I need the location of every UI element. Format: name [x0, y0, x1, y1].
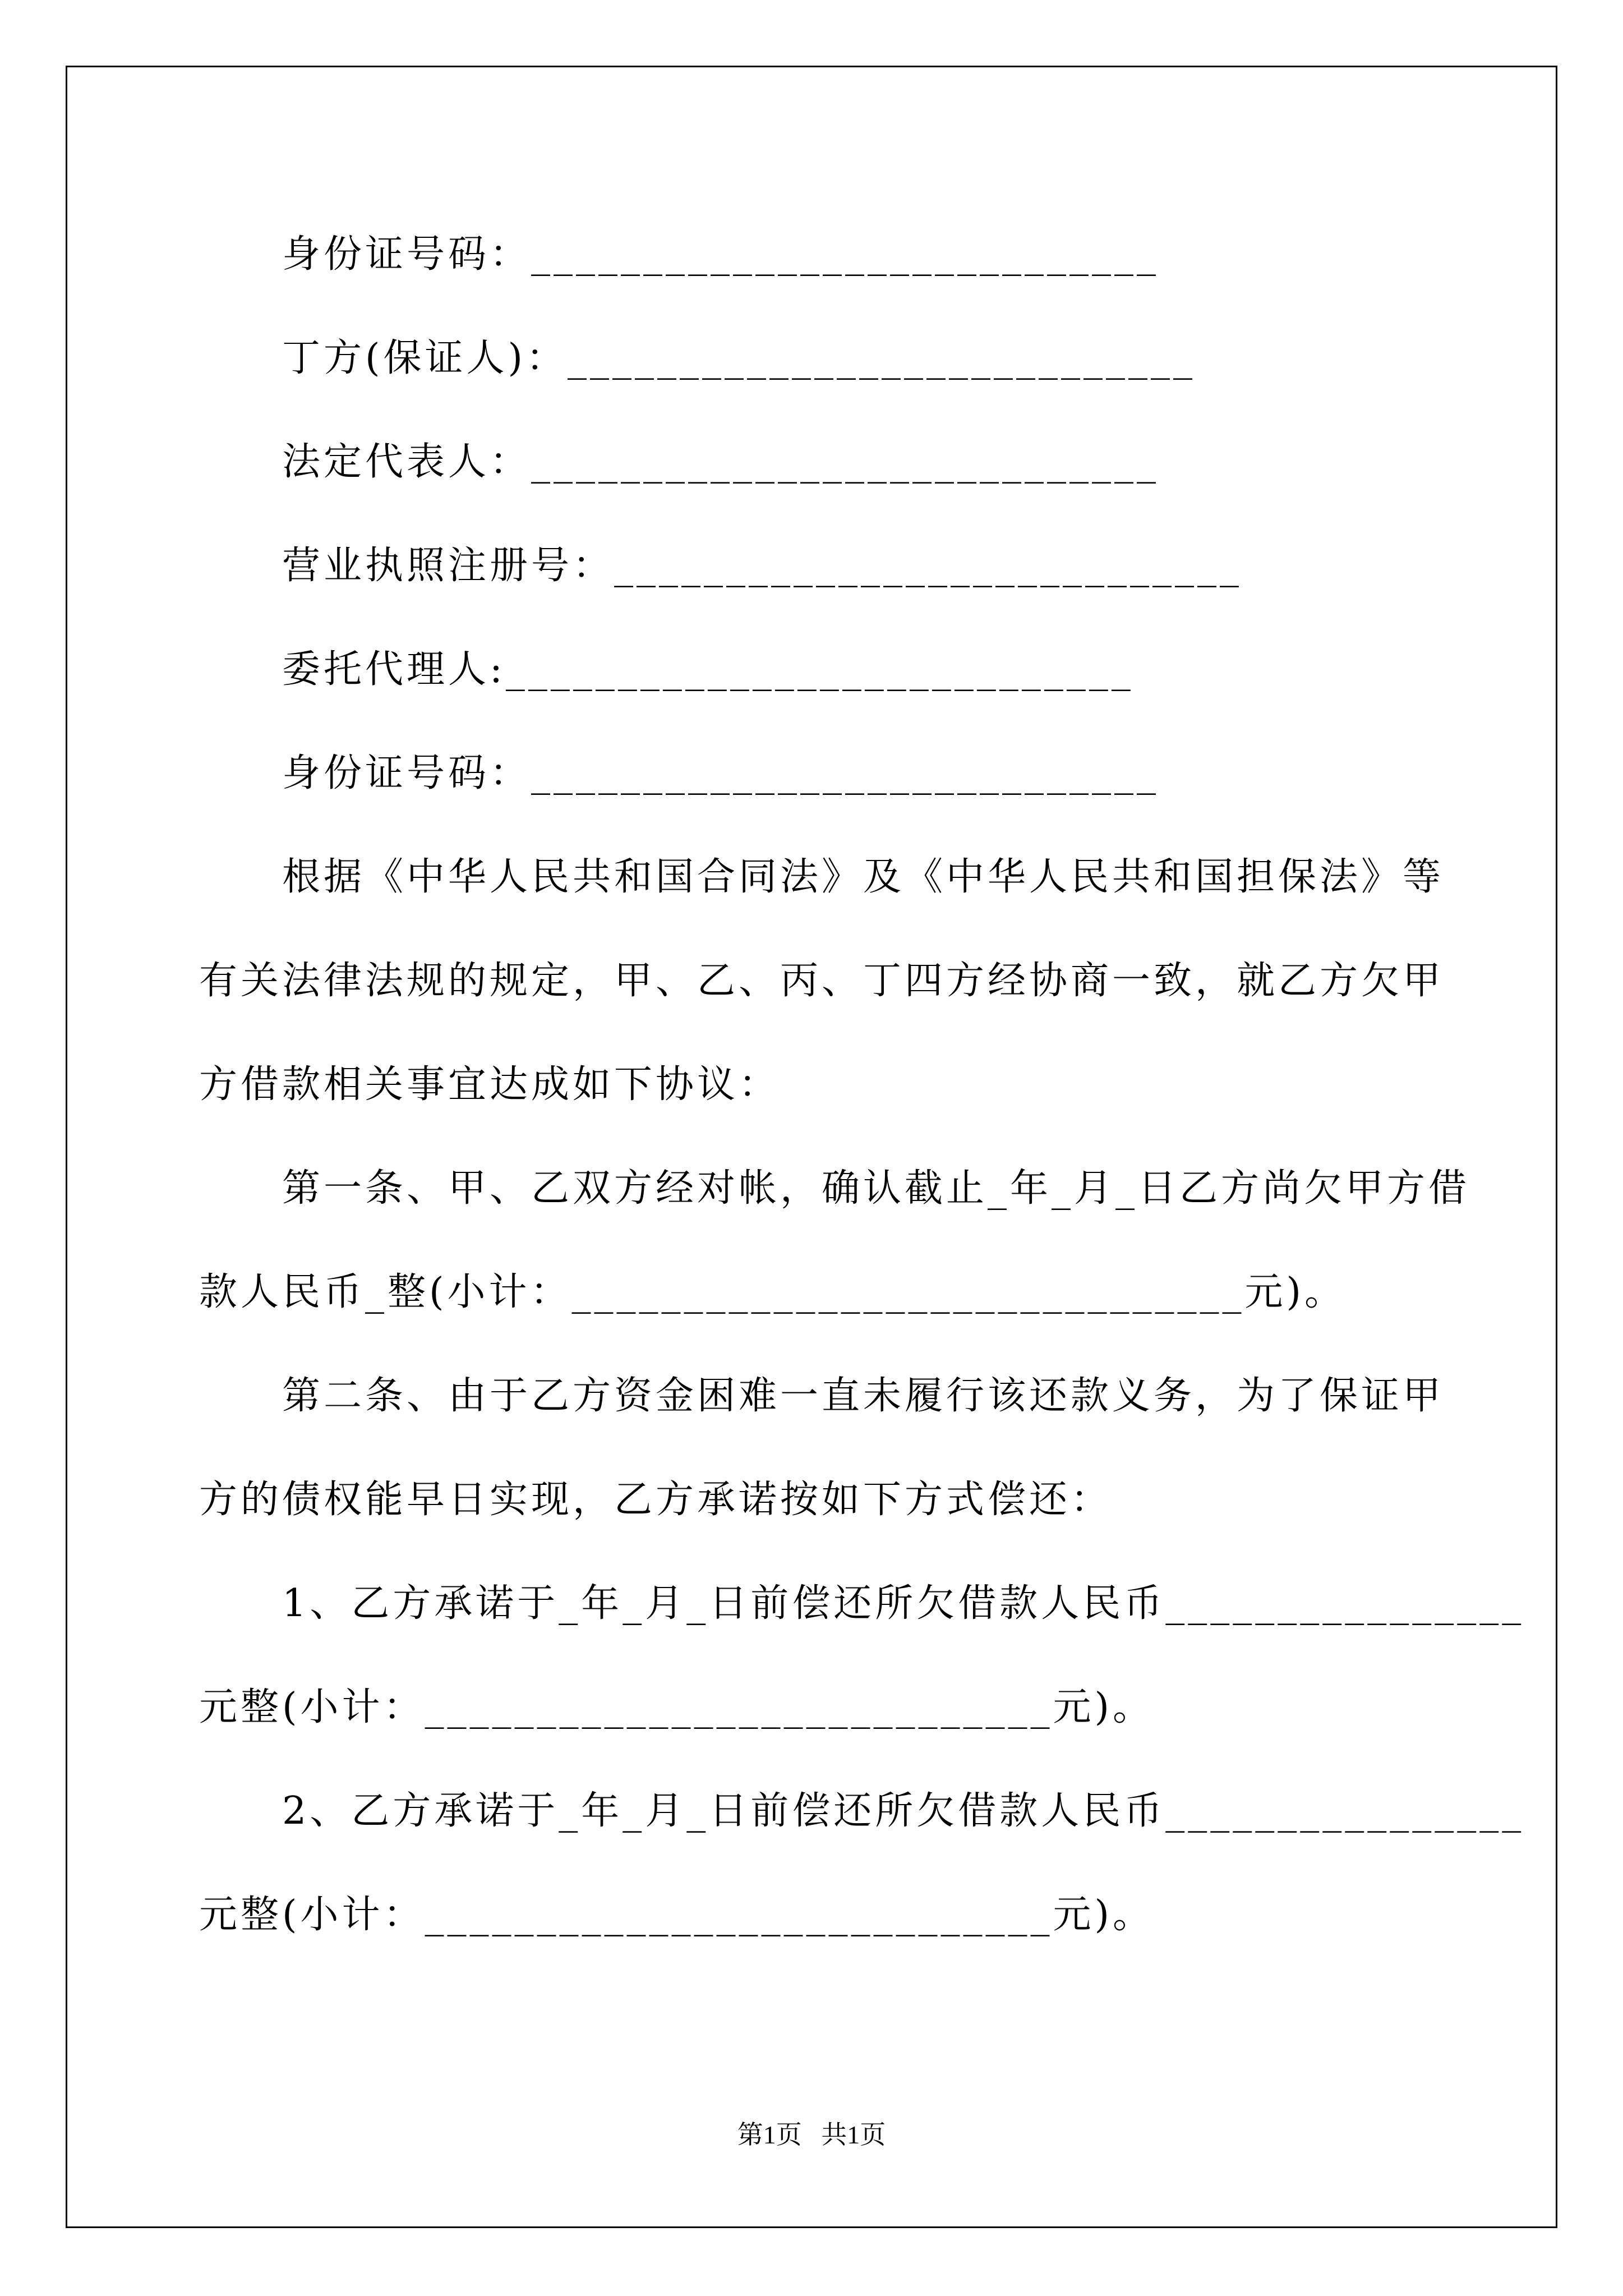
preamble-line-1: 根据《中华人民共和国合同法》及《中华人民共和国担保法》等 — [282, 855, 1445, 899]
party-d-guarantor-line: 丁方(保证人)：____________________________ — [282, 336, 1196, 380]
item-1-line-2: 元整(小计：____________________________元)。 — [199, 1685, 1155, 1729]
page-footer: 第1页 共1页 — [737, 2120, 886, 2149]
preamble-line-2: 有关法律法规的规定，甲、乙、丙、丁四方经协商一致，就乙方欠甲 — [199, 959, 1445, 1003]
item-2-line-1: 2、乙方承诺于_年_月_日前偿还所欠借款人民币________________ — [282, 1789, 1525, 1833]
legal-representative-line: 法定代表人：____________________________ — [282, 440, 1160, 484]
article-2-line-1: 第二条、由于乙方资金困难一直未履行该还款义务，为了保证甲 — [282, 1374, 1445, 1418]
item-1-line-1: 1、乙方承诺于_年_月_日前偿还所欠借款人民币________________ — [282, 1581, 1525, 1626]
id-number-line-2: 身份证号码：____________________________ — [282, 751, 1160, 795]
article-1-line-2: 款人民币_整(小计：______________________________元)。 — [199, 1270, 1347, 1314]
item-2-line-2: 元整(小计：____________________________元)。 — [199, 1893, 1155, 1937]
article-1-line-1: 第一条、甲、乙双方经对帐，确认截止_年_月_日乙方尚欠甲方借 — [282, 1166, 1470, 1211]
preamble-line-3: 方借款相关事宜达成如下协议： — [199, 1062, 781, 1107]
id-number-line-1: 身份证号码：____________________________ — [282, 232, 1160, 277]
business-license-line: 营业执照注册号：____________________________ — [282, 544, 1243, 588]
authorized-agent-line: 委托代理人:____________________________ — [282, 647, 1134, 692]
article-2-line-2: 方的债权能早日实现，乙方承诺按如下方式偿还： — [199, 1478, 1113, 1522]
